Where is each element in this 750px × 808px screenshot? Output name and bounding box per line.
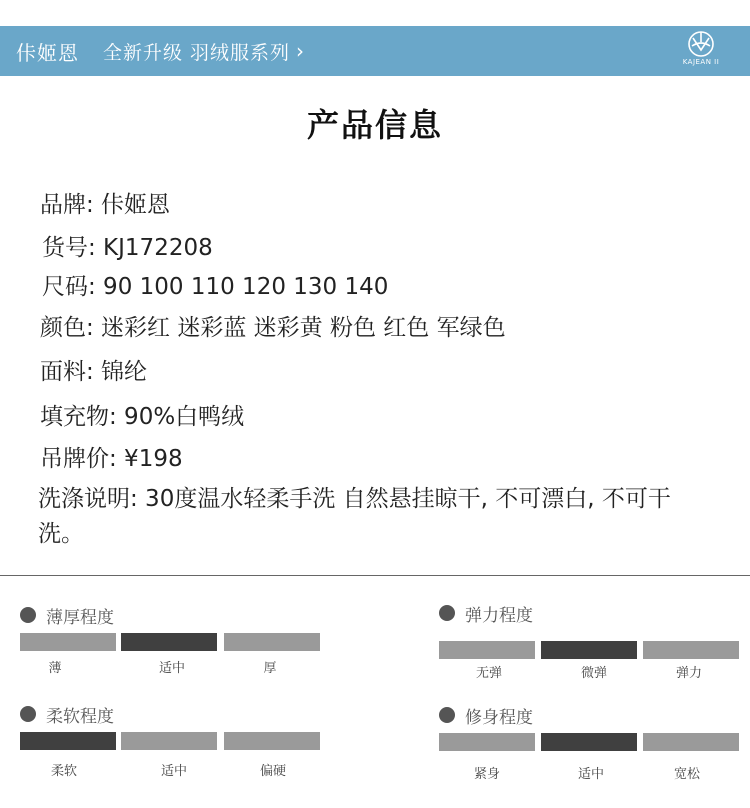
scale-option-label: 弹力 bbox=[675, 666, 702, 681]
info-wash: 洗涤说明: 30度温水轻柔手洗 自然悬挂晾干, 不可漂白, 不可干洗。 bbox=[38, 486, 671, 547]
scale-option-label: 宽松 bbox=[673, 767, 700, 782]
top-banner[interactable] bbox=[0, 26, 750, 76]
info-filling: 填充物: 90%白鸭绒 bbox=[40, 404, 245, 430]
scale-softness bbox=[20, 702, 320, 779]
info-price: 吊牌价: ¥198 bbox=[40, 446, 183, 472]
brand-logo bbox=[678, 28, 724, 74]
scale-bars bbox=[20, 633, 320, 651]
scale-option-label: 适中 bbox=[160, 764, 187, 779]
scale-elasticity bbox=[439, 601, 739, 681]
scale-option-label: 适中 bbox=[158, 661, 185, 676]
section-divider bbox=[0, 575, 750, 576]
info-sizes: 尺码: 90 100 110 120 130 140 bbox=[42, 274, 389, 300]
scale-option-label: 适中 bbox=[577, 767, 604, 782]
scale-option-label: 厚 bbox=[263, 661, 277, 676]
brand-logo-icon bbox=[684, 28, 718, 60]
scale-thickness bbox=[20, 603, 320, 676]
scale-title: 柔软程度 bbox=[46, 706, 114, 727]
scale-bar bbox=[643, 641, 739, 659]
info-fabric: 面料: 锦纶 bbox=[40, 359, 148, 385]
bullet-icon bbox=[20, 706, 36, 722]
scale-bar bbox=[20, 732, 116, 750]
scale-bars bbox=[439, 733, 739, 751]
scale-bar bbox=[541, 733, 637, 751]
scale-option-label: 紧身 bbox=[473, 767, 500, 782]
scale-bar bbox=[121, 633, 217, 651]
info-item-no: 货号: KJ172208 bbox=[42, 235, 213, 261]
logo-wordmark: KAJEAN II bbox=[682, 58, 720, 66]
scale-bars bbox=[439, 641, 739, 659]
scale-bar bbox=[224, 633, 320, 651]
scale-bar bbox=[20, 633, 116, 651]
scale-bar bbox=[224, 732, 320, 750]
chevron-right-icon: › bbox=[296, 39, 305, 63]
series-link[interactable]: 全新升级 羽绒服系列 bbox=[103, 41, 291, 64]
bullet-icon bbox=[20, 607, 36, 623]
brand-name: 佧姬恩 bbox=[16, 40, 79, 65]
scale-bar bbox=[439, 733, 535, 751]
scale-title: 修身程度 bbox=[465, 707, 533, 728]
scale-bars bbox=[20, 732, 320, 750]
scale-option-label: 无弹 bbox=[475, 666, 502, 681]
scale-bar bbox=[643, 733, 739, 751]
bullet-icon bbox=[439, 707, 455, 723]
info-brand: 品牌: 佧姬恩 bbox=[40, 192, 171, 218]
scale-title: 薄厚程度 bbox=[46, 607, 114, 628]
bullet-icon bbox=[439, 605, 455, 621]
scale-bar bbox=[541, 641, 637, 659]
page-title: 产品信息 bbox=[306, 106, 443, 144]
info-colors: 颜色: 迷彩红 迷彩蓝 迷彩黄 粉色 红色 军绿色 bbox=[40, 315, 506, 341]
scale-bar bbox=[439, 641, 535, 659]
scale-option-label: 薄 bbox=[48, 661, 62, 676]
scale-option-label: 柔软 bbox=[50, 764, 77, 779]
scale-option-label: 微弹 bbox=[580, 666, 607, 681]
scale-option-label: 偏硬 bbox=[259, 764, 286, 779]
scale-title: 弹力程度 bbox=[465, 605, 533, 626]
scale-bar bbox=[121, 732, 217, 750]
scale-fit bbox=[439, 703, 739, 782]
